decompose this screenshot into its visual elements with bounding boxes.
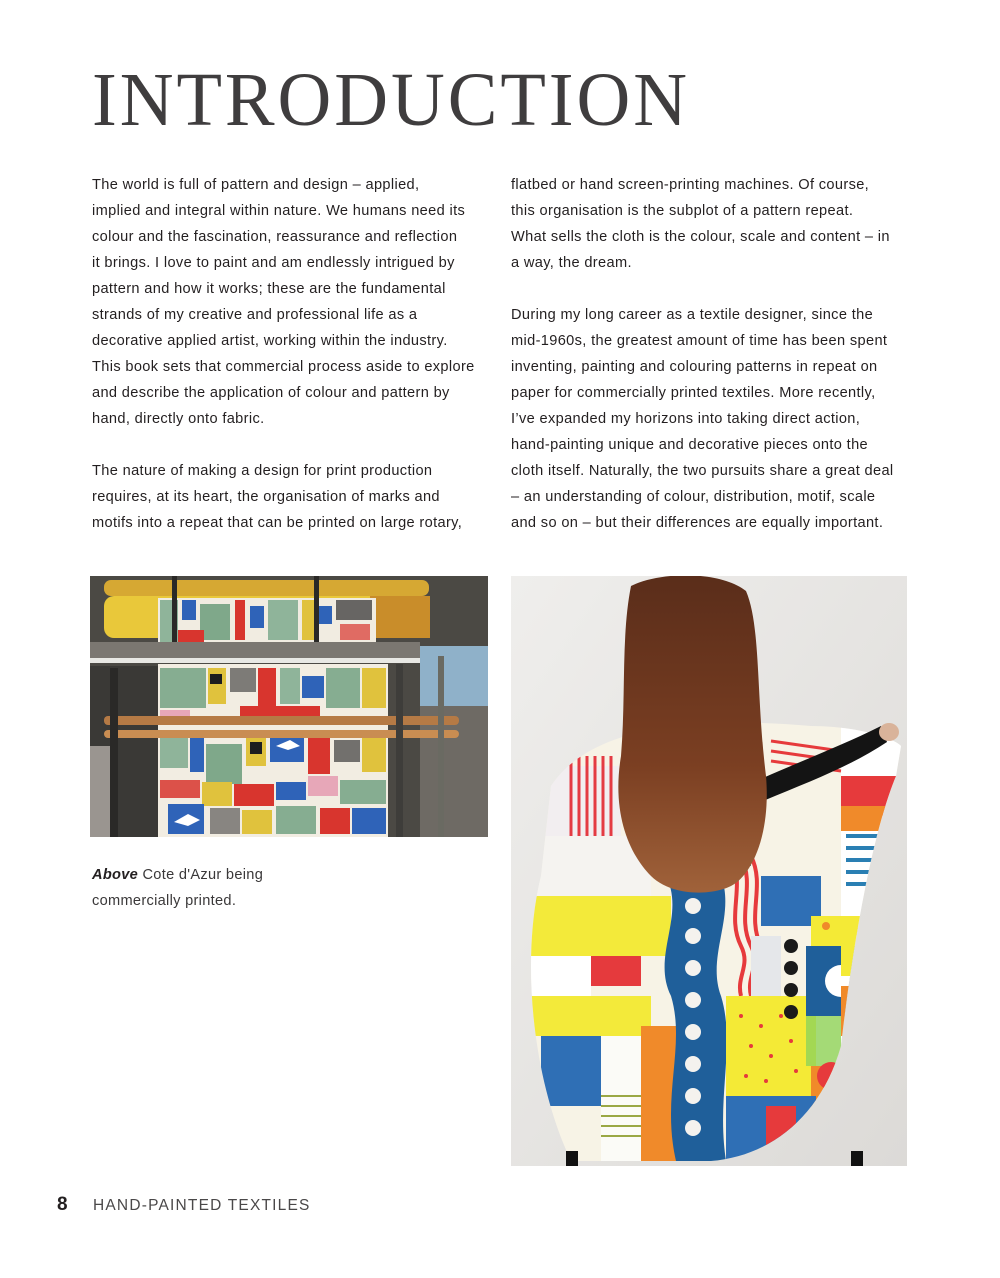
hand-painted-cape-image [511, 576, 907, 1166]
text-line: I’ve expanded my horizons into taking direct action, [511, 411, 861, 427]
hand-painted-cape-photo [511, 576, 907, 1166]
text-line: paper for commercially printed textiles. More recently, [511, 385, 876, 401]
figure-caption [92, 862, 332, 914]
text-line: strands of my creative and professional life as a [92, 307, 418, 323]
text-line: requires, at its heart, the organisation of marks and [92, 489, 440, 505]
text-line: cloth itself. Naturally, the two pursuits share a great deal [511, 463, 894, 479]
caption-line: commercially printed. [92, 893, 237, 909]
caption-text: Cote d'Azur being [138, 867, 264, 883]
body-column-left [92, 172, 492, 562]
text-line: hand, directly onto fabric. [92, 411, 265, 427]
text-line: inventing, painting and colouring patterns in repeat on [511, 359, 878, 375]
text-line: and so on – but their differences are equally important. [511, 515, 884, 531]
text-line: it brings. I love to paint and am endlessly intrigued by [92, 255, 455, 271]
caption-lead: Above [92, 867, 139, 883]
text-line: colour and the fascination, reassurance and reflection [92, 229, 458, 245]
text-line: What sells the cloth is the colour, scale and content – in [511, 229, 890, 245]
text-line: The world is full of pattern and design – applied, [92, 177, 420, 193]
text-line: flatbed or hand screen-printing machines. Of course, [511, 177, 870, 193]
text-line: and describe the application of colour and pattern by [92, 385, 450, 401]
text-line: this organisation is the subplot of a pattern repeat. [511, 203, 854, 219]
paragraph [511, 172, 911, 276]
paragraph [92, 172, 492, 432]
printing-press-photo [90, 576, 488, 837]
page-number: 8 [57, 1194, 68, 1215]
paragraph [92, 458, 492, 536]
body-column-right [511, 172, 911, 562]
text-line: decorative applied artist, working within the industry. [92, 333, 448, 349]
text-line: This book sets that commercial process aside to explore [92, 359, 475, 375]
text-line: motifs into a repeat that can be printed on large rotary, [92, 515, 463, 531]
text-line: The nature of making a design for print production [92, 463, 433, 479]
text-line: pattern and how it works; these are the fundamental [92, 281, 446, 297]
text-line: During my long career as a textile designer, since the [511, 307, 874, 323]
page-title: INTRODUCTION [92, 58, 690, 142]
text-line: a way, the dream. [511, 255, 632, 271]
text-line: hand-painting unique and decorative pieces onto the [511, 437, 869, 453]
printing-press-image [90, 576, 488, 837]
page-footer [57, 1194, 311, 1216]
text-line: mid-1960s, the greatest amount of time has been spent [511, 333, 888, 349]
text-line: implied and integral within nature. We humans need its [92, 203, 466, 219]
caption-line [92, 862, 332, 888]
text-line: – an understanding of colour, distribution, motif, scale [511, 489, 876, 505]
paragraph [511, 302, 911, 536]
running-head: HAND-PAINTED TEXTILES [93, 1197, 311, 1214]
